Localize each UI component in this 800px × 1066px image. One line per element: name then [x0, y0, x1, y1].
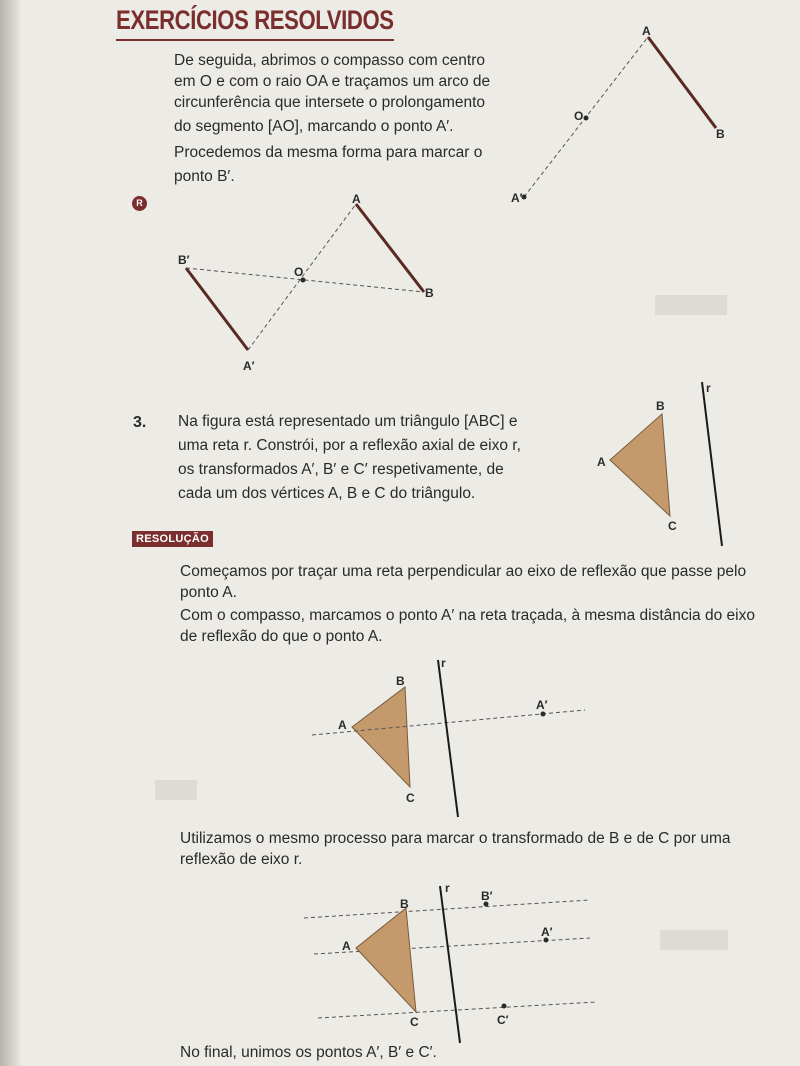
label-b: B [400, 897, 409, 911]
label-a-prime: A′ [243, 359, 255, 373]
bleed-through-block [660, 930, 728, 950]
resolution-label: RESOLUÇÃO [132, 531, 213, 547]
label-a: A [597, 455, 606, 469]
label-a: A [338, 718, 347, 732]
intro-line: em O e com o raio OA e traçamos um arco de [174, 73, 491, 90]
intro-line: De seguida, abrimos o compasso com centro [174, 52, 486, 69]
resolution-line: Utilizamos o mesmo processo para marcar o transformado de B e de C por uma [180, 830, 731, 847]
label-c-prime: C′ [497, 1013, 509, 1027]
exercise-line: os transformados A′, B′ e C′ respetivamente, de [178, 461, 504, 478]
label-a-prime: A′ [511, 191, 523, 205]
segment-b-prime-a-prime [186, 268, 248, 350]
figure-reflection-center [170, 190, 450, 380]
intro-line: do segmento [AO], marcando o ponto A′. [174, 118, 454, 135]
figure-step-all-images [300, 878, 600, 1048]
label-b: B [396, 674, 405, 688]
point-a-prime [541, 712, 546, 717]
label-a: A [342, 939, 351, 953]
label-a: A [642, 24, 651, 38]
label-r: r [445, 881, 450, 895]
exercise-line: cada um dos vértices A, B e C do triângulo. [178, 485, 476, 502]
label-c: C [668, 519, 677, 533]
figure-a-o-b [500, 22, 740, 212]
resolution-line: de reflexão do que o ponto A. [180, 628, 383, 645]
label-r: r [441, 656, 446, 670]
label-o: O [294, 265, 304, 279]
label-r: r [706, 381, 711, 395]
section-title: EXERCÍCIOS RESOLVIDOS [116, 2, 394, 41]
axis-r [440, 886, 460, 1043]
resolution-line: ponto A. [180, 584, 237, 601]
label-b: B [425, 286, 434, 300]
label-b: B [656, 399, 665, 413]
resolution-line: reflexão de eixo r. [180, 851, 303, 868]
bleed-through-block [655, 295, 727, 315]
axis-r [702, 382, 722, 546]
segment-ab [648, 37, 716, 128]
intro-line: circunferência que intersete o prolongamento [174, 94, 486, 111]
label-b: B [716, 127, 725, 141]
label-a: A [352, 192, 361, 206]
label-a-prime: A′ [541, 925, 553, 939]
label-a-prime: A′ [536, 698, 548, 712]
figure-triangle-abc [590, 378, 740, 553]
final-line: No final, unimos os pontos A′, B′ e C′. [180, 1044, 437, 1061]
axis-r [438, 660, 458, 817]
bleed-through-block [155, 780, 197, 800]
label-b-prime: B′ [178, 253, 190, 267]
perpendicular-through-a [314, 938, 590, 954]
figure-step-a-prime [310, 655, 590, 820]
intro-line: Procedemos da mesma forma para marcar o [174, 144, 483, 161]
triangle-abc [610, 414, 670, 516]
perpendicular-through-b [304, 900, 590, 918]
triangle-abc [356, 908, 416, 1012]
segment-ab [356, 204, 424, 292]
point-c-prime [502, 1004, 507, 1009]
label-c: C [406, 791, 415, 805]
resolution-line: Com o compasso, marcamos o ponto A′ na reta traçada, à mesma distância do eixo [180, 607, 755, 624]
point-o [584, 116, 589, 121]
r-badge: R [132, 196, 147, 211]
book-spine [0, 0, 22, 1066]
exercise-line: Na figura está representado um triângulo [ABC] e [178, 413, 518, 430]
triangle-abc [352, 687, 410, 787]
exercise-number: 3. [133, 414, 147, 431]
label-o: O [574, 109, 584, 123]
label-b-prime: B′ [481, 889, 493, 903]
label-c: C [410, 1015, 419, 1029]
exercise-line: uma reta r. Constrói, por a reflexão axial de eixo r, [178, 437, 521, 454]
resolution-line: Começamos por traçar uma reta perpendicular ao eixo de reflexão que passe pelo [180, 563, 747, 580]
intro-line: ponto B′. [174, 168, 235, 185]
